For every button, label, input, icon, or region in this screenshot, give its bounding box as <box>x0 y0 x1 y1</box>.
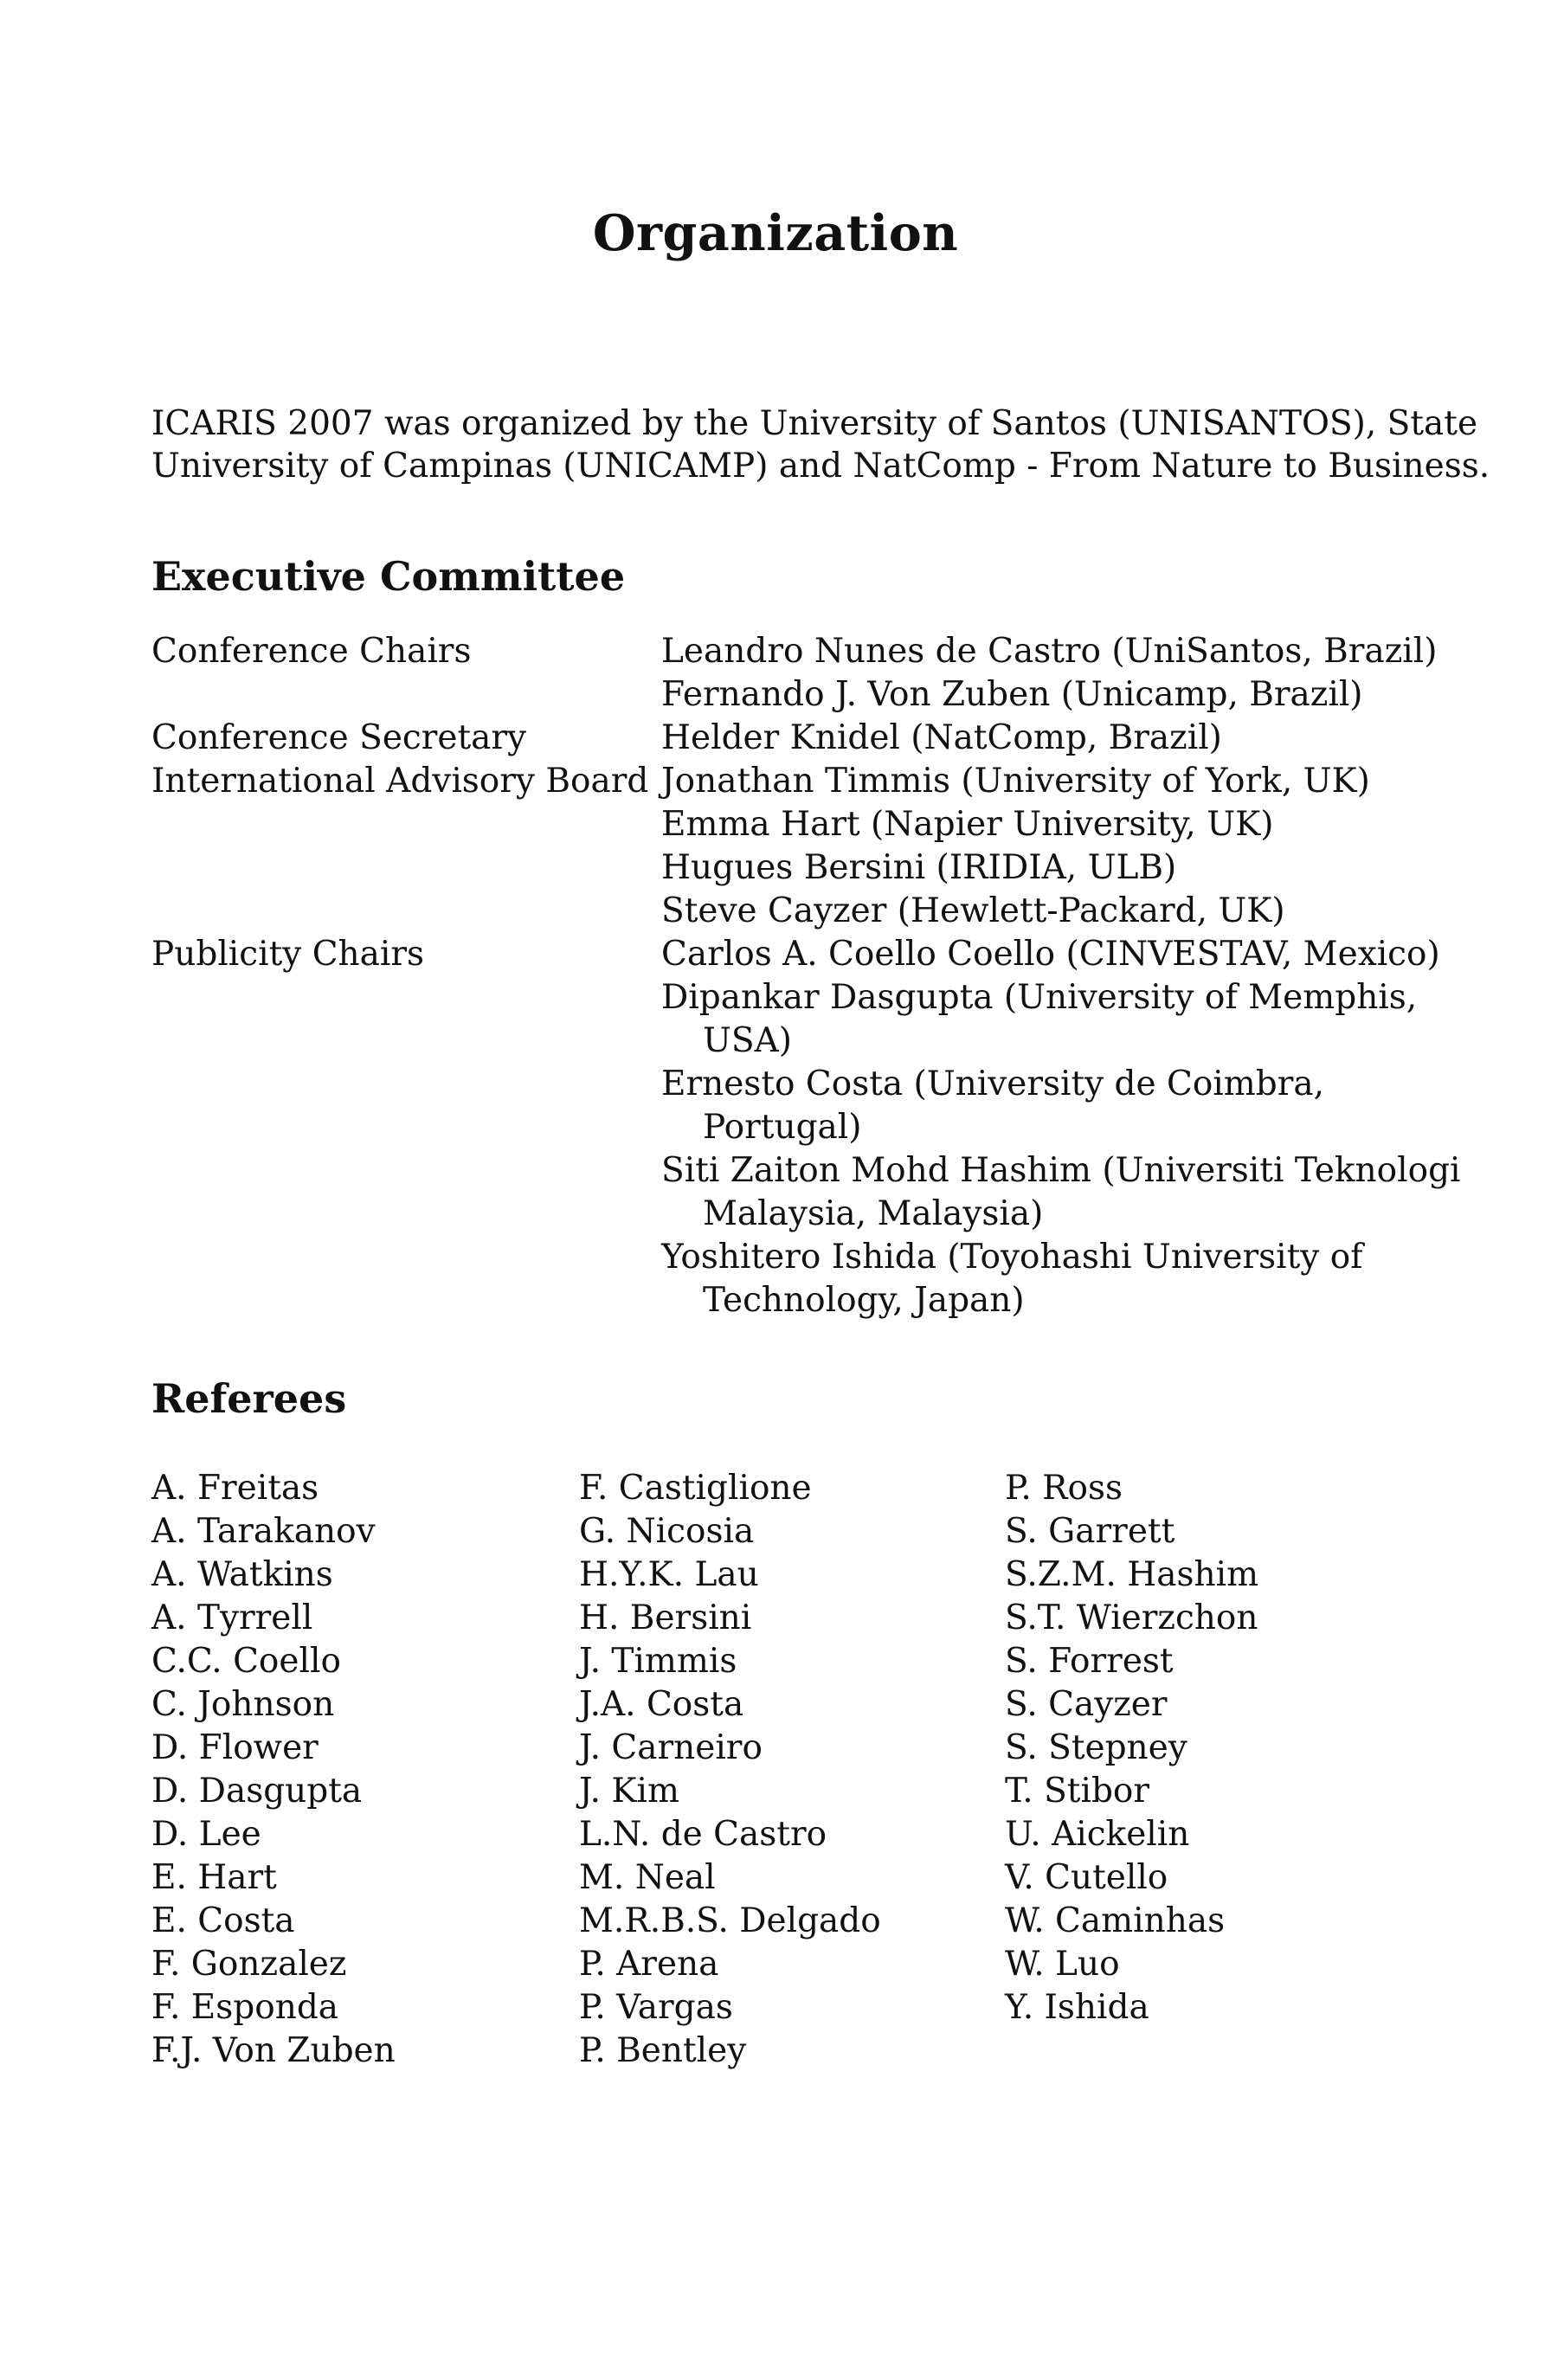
referee-name: J. Kim <box>579 1772 679 1811</box>
member <box>661 976 1461 1063</box>
referee-name: P. Arena <box>579 1945 719 1984</box>
executive-committee-heading: Executive Committee <box>151 553 626 600</box>
referee-name: F. Esponda <box>151 1988 339 2027</box>
conference-chairs-group <box>151 630 1438 717</box>
referee-name: T. Stibor <box>1005 1772 1150 1811</box>
referee-name: S. Forrest <box>1005 1642 1174 1681</box>
referee-name: S.Z.M. Hashim <box>1005 1555 1259 1594</box>
referee-name: J. Timmis <box>579 1642 737 1681</box>
referees-column-2 <box>579 1467 881 2073</box>
referee-name: C.C. Coello <box>151 1642 341 1681</box>
referee-name: M. Neal <box>579 1858 716 1897</box>
role-label: Conference Chairs <box>151 632 472 671</box>
referee-name: D. Lee <box>151 1815 261 1854</box>
member-line: Siti Zaiton Mohd Hashim (Universiti Teknologi <box>661 1151 1461 1190</box>
member: Emma Hart (Napier University, UK) <box>661 805 1274 844</box>
referee-name: H. Bersini <box>579 1598 752 1637</box>
referee-name: A. Freitas <box>151 1469 319 1508</box>
member: Fernando J. Von Zuben (Unicamp, Brazil) <box>661 675 1363 714</box>
referee-name: L.N. de Castro <box>579 1815 827 1854</box>
referee-name: J. Carneiro <box>579 1728 763 1767</box>
referee-name: M.R.B.S. Delgado <box>579 1901 881 1940</box>
referee-name: S. Garrett <box>1005 1512 1175 1551</box>
member-line-continued: Malaysia, Malaysia) <box>703 1194 1044 1233</box>
member: Jonathan Timmis (University of York, UK) <box>661 762 1370 801</box>
referee-name: Y. Ishida <box>1005 1988 1149 2027</box>
referees-heading: Referees <box>151 1375 347 1422</box>
referee-name: J.A. Costa <box>579 1685 744 1724</box>
referee-name: A. Watkins <box>151 1555 333 1594</box>
referee-name: S. Cayzer <box>1005 1685 1168 1724</box>
referee-name: E. Hart <box>151 1858 277 1897</box>
member <box>661 933 1461 976</box>
member-list <box>661 630 1437 717</box>
member: Hugues Bersini (IRIDIA, ULB) <box>661 848 1177 887</box>
referees-column-1 <box>151 1467 396 2073</box>
referee-name: S.T. Wierzchon <box>1005 1598 1258 1637</box>
referee-name: W. Luo <box>1005 1945 1120 1984</box>
referee-name: D. Dasgupta <box>151 1772 363 1811</box>
member-line: Carlos A. Coello Coello (CINVESTAV, Mexico) <box>661 935 1440 974</box>
advisory-board-group <box>151 760 1406 933</box>
member-line-continued: Technology, Japan) <box>703 1281 1025 1320</box>
conference-secretary-group <box>151 717 1406 760</box>
member-line: Yoshitero Ishida (Toyohashi University of <box>661 1238 1363 1277</box>
role-label: Publicity Chairs <box>151 935 425 974</box>
member <box>661 1236 1461 1322</box>
referees-column-3 <box>1005 1467 1258 2029</box>
referee-name: E. Costa <box>151 1901 295 1940</box>
member <box>661 1063 1461 1149</box>
referee-name: H.Y.K. Lau <box>579 1555 759 1594</box>
member-list <box>661 760 1406 933</box>
member-list <box>661 717 1406 760</box>
member-line: Ernesto Costa (University de Coimbra, <box>661 1065 1325 1103</box>
referee-name: P. Vargas <box>579 1988 733 2027</box>
referee-name: V. Cutello <box>1005 1858 1168 1897</box>
intro-paragraph <box>151 402 1490 487</box>
member-list <box>661 933 1461 1322</box>
referee-name: F. Gonzalez <box>151 1945 347 1984</box>
referee-name: P. Ross <box>1005 1469 1123 1508</box>
referee-name: A. Tarakanov <box>151 1512 376 1551</box>
intro-line: University of Campinas (UNICAMP) and NatComp - From Nature to Business. <box>151 447 1490 486</box>
executive-committee-table <box>151 630 1461 1322</box>
member: Helder Knidel (NatComp, Brazil) <box>661 718 1222 757</box>
role-label: Conference Secretary <box>151 718 527 757</box>
member: Steve Cayzer (Hewlett-Packard, UK) <box>661 891 1285 930</box>
referee-name: G. Nicosia <box>579 1512 755 1551</box>
member-line-continued: USA) <box>703 1021 792 1060</box>
referee-name: F. Castiglione <box>579 1469 812 1508</box>
referee-name: A. Tyrrell <box>151 1598 313 1637</box>
member-line: Dipankar Dasgupta (University of Memphis, <box>661 978 1418 1017</box>
referee-name: C. Johnson <box>151 1685 335 1724</box>
member: Leandro Nunes de Castro (UniSantos, Brazil) <box>661 632 1438 671</box>
member <box>661 1149 1461 1236</box>
referee-name: F.J. Von Zuben <box>151 2031 396 2070</box>
role-label: International Advisory Board <box>151 762 649 801</box>
page-title: Organization <box>592 204 959 263</box>
referee-name: P. Bentley <box>579 2031 747 2070</box>
referee-name: W. Caminhas <box>1005 1901 1226 1940</box>
member-line-continued: Portugal) <box>703 1108 862 1147</box>
intro-line: ICARIS 2007 was organized by the University of Santos (UNISANTOS), State <box>151 404 1478 443</box>
referee-name: U. Aickelin <box>1005 1815 1190 1854</box>
publicity-chairs-group <box>151 933 1461 1322</box>
referee-name: S. Stepney <box>1005 1728 1187 1767</box>
referee-name: D. Flower <box>151 1728 319 1767</box>
